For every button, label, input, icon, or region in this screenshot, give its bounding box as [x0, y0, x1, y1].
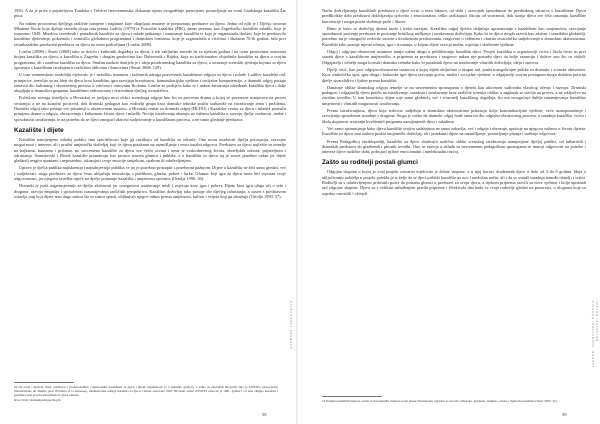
paragraph: Prema Pedagoškoj enciklopediji, kazalište za djecu obuhvaća različite oblike scenskog izražavanja namijenjene dječjoj publici, od lutkarskih i dramskih predstava do glazbenih i plesnih izvedbi. Ono se razvija u skladu sa suvremenim pedagoškim spoznajama te nastoji odgovoriti na potrebe i interese djece različite dobi, poštujući njihov emocionalni i intelektualni razvoj. [322, 138, 586, 155]
page-number: 58 [262, 412, 267, 417]
left-section-text [14, 137, 286, 199]
running-head: ZAGREB, ZNANSTVENI ČASOPIS [591, 300, 595, 368]
footnote-link[interactable]: Izvor: http://dramskipedagog.blog.hr [14, 398, 62, 403]
footnote: 20 Na sceni i tijekom 1944. predstave s profesionalnim i amaterskim kazalištem za djecu i mlade organizirano je u nekoliko gradova, a jedna od značajnih inicijativa bila je ASSITEJ (Association Internationale du Théâtre pour l'Enfance et la Jeunesse), međunarodna udruga kazališta za djecu i mlade osnovana 1965. Hrvatski centar ASSITEJ osnovan je 1981. godine i od tada okuplja kazališta i pojedince koji se bave kazalištem za djecu i mlade. [14, 385, 278, 398]
paragraph: U tom vremenskom razdoblju djelovalo je i nekoliko ustanova i kulturnih udruga posvećenih kazališnom odgoju za djecu i mlade. Ladilov kazališni rad, primjerice, temeljio se na ideji da djeca kroz kazališnu igru razvijaju kreativnost, komunikacijske vještine i socijalne kompetencije, a dramski odgoj postaje sastavni dio kulturnog i obrazovnog procesa u vrtićima i osnovnim školama. Lončar se podsjeća kako se i nakon zatvaranja određenih kazališta djeca i dalje okupljaju u dramskim grupama, kazališnim radionicama i festivalima dječjeg stvaralaštva. [14, 72, 286, 94]
running-head: METODIČKI OGLEDI [595, 300, 599, 342]
book-gutter [296, 0, 298, 424]
paragraph: Danasnje oblike dramskog odgoja temelje se na suvremenim spoznajama o djetetu kao aktivnom sudioniku vlastitog učenja i razvoja. Dramski pedagozi i odgajatelji djecu potiču na istraživanje, suradnju i izražavanje kroz različite scenske oblike, a naglasak se stavlja na proces, a ne isključivo na završnu izvedbu. U tom kontekstu, dijete nije samo gledatelj, već i stvaratelj kazališnog događaja, što mu omogućuje dublje razumijevanje kazališne umjetnosti i vlastitih mogućnosti izražavanja. [322, 84, 586, 106]
paragraph: Odgojna skupina u kojoj je ovaj projekt ostvaren mješovita je dobne skupine, a u njoj boravi dvadesetak djece u dobi od 3 do 6 godina. Ideja o uključivanju roditelja u projekt potekla je iz želje da se djeci približi kazalište na nov i neobičan način, ali i da se osnaži suradnja između obitelji i vrtića. Roditelji su s oduševljenjem prihvatili poziv da postanu glumci u predstavi za svoju djecu, a tijekom priprema razvili su nove vještine i bolje upoznali rad odgojne skupine. Djeca su s velikim uzbuđenjem pratila pripreme i iščekivala dan kada će svoje roditelje gledati na pozornici, u ulogama koje su zajedno osmislili i oživjeli. [322, 169, 586, 196]
footnote-rule [322, 396, 382, 397]
paragraph: Kazalište namijenjeno mladoj publici ima specifičnosti koje ga razlikuju od kazališta za odrasle. Ono mora uvažavati dječju percepciju, razvojne mogućnosti i interese, ali i pružiti umjetnički doživljaj koji će djecu potaknuti na razmišljanje i emocionalni odgovor. Predstave za djecu najčešće se temelje na bajkama, basnama i pričama, no suvremeno kazalište za djecu sve češće otvara i teme iz svakodnevnog života, obiteljskih odnosa, prijateljstva i odrastanja. Stanislavski i Brook kazalište promatraju kao prostor susreta glumca i publike, a u kazalištu za djecu taj je susret posebno važan jer dijete gledatelj reagira spontano i neposredno, iskazujući svoje emocije smijehom, strahom ili oduševljenjem. [14, 136, 286, 164]
paragraph: Lončar (2008) i Šimić (2008) tako se dotiču i kulturnih događaja za djecu, a tek zaključno navode da su tijekom godina i na ovim prostorima osnovana brojna kazališta za djecu, a kazališta u Zagrebu i drugim gradovima kao Dubrovnik i Rijeka, koja su tradicionalno objedinila kazališta za djecu u svojim programima, ali i zasebna kazališta za djecu. Snažan zaokret donijela je i ideja postdramskog kazališta za djecu, a stvaranje scenskih rješenja kojima se djeca upoznaju s kazališnim izražajem u različitim oblicima i žanrovima (Šimić 2008: 129). [14, 49, 286, 70]
paragraph: Početkom novoga tisućljeća u Hrvatskoj se javljaju novi oblici scenskoga odgoja kao što su procesna drama u kojoj se pozornost usmjerava na proces stvaranja, a ne na konačni proizvod, dok dramski pedagozi kao voditelji grupa kroz dramske tehnike potiču sudionike na istraživanje tema i problema. Dramski odgoj tako postaje sve prisutniji u obrazovnom sustavu, a Hrvatski centar za dramski odgoj (HCDO) i Kazališni centar za djecu i mladež promiču primjenu drame u odgoju, obrazovanju i kulturnom životu djece i mladih. Novija istraživanja ukazuju na važnost kazališta u razvoju dječje osobnosti, mašte i sposobnosti izražavanja, te na potrebu da se djeci omogući aktivno sudjelovanje u kazališnom procesu, a ne samo gledanje predstava. [14, 95, 286, 122]
right-footnotes [322, 396, 578, 404]
section-heading: Zašto su roditelji postali glumci [322, 159, 418, 167]
right-intro-text [322, 8, 586, 154]
left-footnotes [14, 382, 278, 403]
footnote: 22 Podjelu kazališnih žanrova prema vrsti izražajnih sredstava koju iznosi Stanislavski, najčešće se navode: lutkarsko, glazbeno, dramsko, plesno i mješovito kazalište (Nalet 2005: 31). [322, 399, 558, 403]
footnote-rule [14, 382, 74, 383]
paragraph: Upravo je dječja publika najiskrenija i najzahtjevnija publika, te joj je potrebno pristupiti s posebnom pažnjom. Dijete u kazalištu ne želi samo gledati, već i sudjelovati, stoga predstave za djecu često uključuju interakciju s publikom, glazbu, pokret i lutke. Glumac koji igra za djecu mora biti svjestan svoje odgovornosti, jer njegova izvedba utječe na dječje poimanje kazališta i umjetnosti općenito (Ortolja 1990: 36). [14, 165, 286, 182]
paragraph: Dječji vrtić, kao prvi odgojno-obrazovna ustanova u kojoj dijete uključeno u skupni rad, pruža mnogobrojne prilike za dramske i scenske aktivnosti. Kroz simboličku igru, igru uloga i lutkarske igre djeca razvijaju govor, maštu i socijalne vještine, a odgajatelji svojim pristupom mogu dodatno poticati dječje stvaralaštvo i ljubav prema kazalištu. [322, 66, 586, 83]
paragraph: Na našem prostorima dječjega različite namjene i naglasne koje okupljaju amatere te prepoznaju predstave za djecu. Jedna od njih je i Dječja caravan Mladena Širole koja djeluje između dvaju rata prema Ladiliu (1979) te Pozorište kazališta (PIK), danas poznato kao Zagrebačko kazalište mladih, koje je osnovano 1948. Mnoštvo izvedenih i ponuđenih kazališta za djecu i mlade prikazuje i zanimanje kazališta te koja je organizirala društvo koje bi predstavilo kazališno djelovanje, pokrenulo i osmislilo globalnim programima i dramskim formama, koje je organizirala u vrtićima i školama 70-ih godina, bila prvi izvankazališni producent predstava za djecu na ovim područjima (Lončar 2008). [14, 20, 286, 47]
page-number: 59 [562, 412, 567, 417]
running-head: DRAMSKA PEDAGOGIJA [289, 300, 293, 349]
paragraph: Već samo spominjanje kako djecu kazalište svojim sadržajima ne samo zabavlja, već i odgaja i obrazuje, upućuje na njegovu važnost u životu djeteta. Kazalište za djecu ima zadaću pružiti umjetnički doživljaj, ali i potaknuti dijete na razmišljanje, postavljanje pitanja i traženje odgovora. [322, 125, 586, 137]
left-intro-text [14, 8, 286, 122]
section-heading: Kazalište i dijete [14, 126, 64, 134]
paragraph: Način doživljavanja kazališnih predstava u djece ovisi o nizu faktora, od dobi i razvojnih sposobnosti do prethodnog iskustva s kazalištem. Djeca predškolske dobi predstavu doživljavaju cjelovito i emocionalno, teško razlikujući fikciju od stvarnosti, dok starija djeca sve više razumiju kazališne konvencije i mogu pratiti složenije priče i likove. [322, 8, 586, 24]
paragraph: Prema istraživanjima, djeca koja redovito sudjeluju u dramskim aktivnostima pokazuju bolje komunikacijske vještine, veće samopouzdanje i razvijeniju sposobnost suradnje s drugima. Stoga je važno da dramski odgoj bude sastavni dio odgojno-obrazovnog procesa, a suradnja kazališta, vrtića i škola doprinosi stvaranju kvalitetnih programa namijenjenih djeci i mladima. [322, 108, 586, 124]
right-section-text [322, 169, 586, 195]
paragraph: Dramski je jezik najprimjereniji za dječje aktivnosti jer omogućava izražavanje misli i osjećaja kroz igru i pokret. Dijete kroz igru uloga uči o sebi i drugima, razvija empatiju i sposobnost razumijevanja različitih perspektiva. Kazališni doživljaj tako postaje dio dječjeg odrastanja, a susret s predstavom ostavlja trag koji dijete nosi dugo nakon što se zastor spusti, oblikujući njegov odnos prema umjetnosti, kulturi i svijetu koji ga okružuje (Ortolja 1990; 37). [14, 183, 286, 199]
paragraph: Odgoj i odgojno-obrazovne ustanove imaju važnu ulogu u približavanju kazališta djeci. Posjeti kazalištu u organizaciji vrtića i škola često su prvi susreti djece s kazališnom umjetnošću, a priprema za predstavu i razgovor nakon nje pomažu djeci da bolje razumiju i dožive ono što su vidjeli. Odgajatelji i učitelji mogu koristiti dramske tehnike kako bi potaknuli djecu na izražavanje vlastitih doživljaja, ideja i stavova. [322, 49, 586, 65]
right-page [300, 0, 600, 424]
paragraph: Bitno je kako se doživljaj djeteta može i treba razvijati. Kazališni odgoj djeteta uključuje upoznavanje s kazalištem kao umjetnošću, razvijanje sposobnosti praćenja predstave te poticanje kritičkog mišljenja i izražavanja doživljaja. Kako bi se djeca mogla razviti kao aktivni i senzibilni gledatelji, potrebno im je omogućiti redovite susrete s kvalitetnim predstavama, razgovore o viđenom i vlastito stvaralačko sudjelovanje u dramskim aktivnostima. Kazalište tako postaje mjesto učenja, igre i stvaranja, u kojem dijete razvija maštu, osjećaje i društvene vještine. [322, 25, 586, 47]
paragraph: 1930. A da je priča o prijateljstvu Tondeka s Težilcei bezvremenska, dokazuje njeno ovogodišnje premijerno postavljanje na sceni Gradskoga kazališta Žar ptica. [14, 8, 286, 19]
